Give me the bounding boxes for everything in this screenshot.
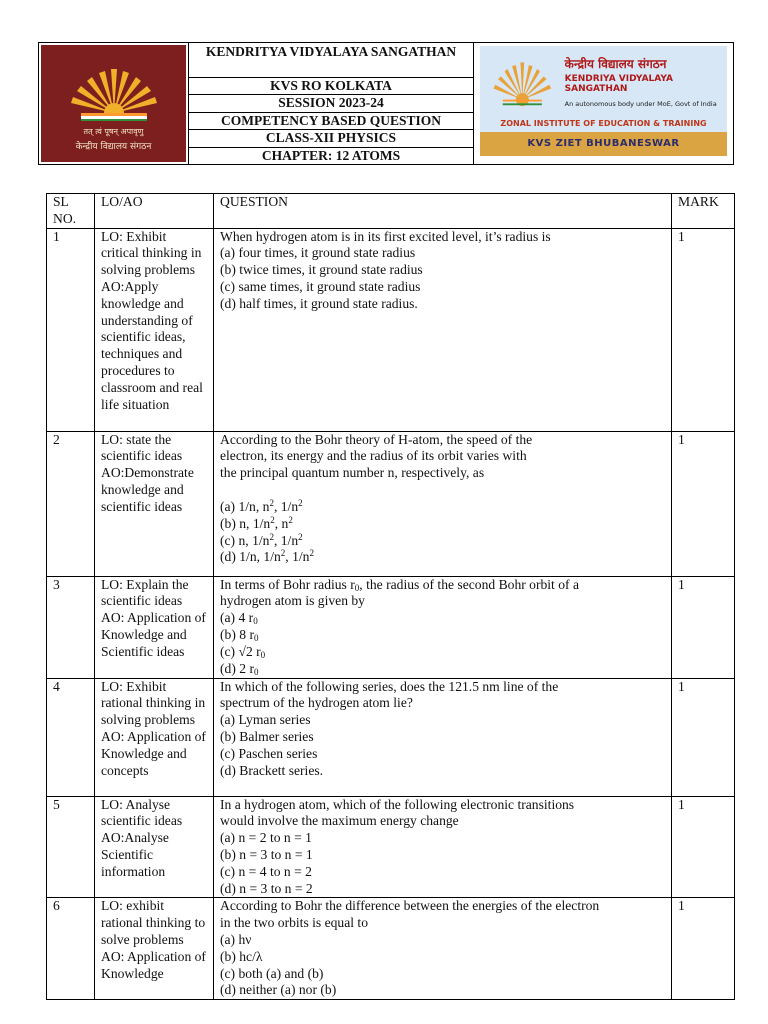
header-title-block bbox=[189, 43, 474, 164]
question-text: electron, its energy and the radius of its orbit varies with bbox=[220, 448, 527, 464]
option-d: (d) 1/n, $1/n^2$, $1/n^2$ bbox=[220, 548, 314, 565]
ziet-hindi-name: केन्द्रीय विद्यालय संगठन bbox=[564, 56, 667, 71]
option-a: (a) hν bbox=[220, 931, 252, 947]
header-line-org: KENDRITYA VIDYALAYA SANGATHAN bbox=[189, 43, 473, 78]
question-text: hydrogen atom is given by bbox=[220, 593, 365, 609]
header-mark: MARK bbox=[672, 194, 735, 229]
header-line-class: CLASS-XII PHYSICS bbox=[189, 130, 473, 148]
option-c: (c) Paschen series bbox=[220, 745, 318, 761]
option-b: (b) n, $1/n^2$, $n^2$ bbox=[220, 514, 293, 531]
cell-question bbox=[214, 431, 672, 576]
cell-lo-ao: LO: Analyse scientific ideas AO:Analyse Scientific information bbox=[95, 796, 214, 898]
ziet-zonal-banner: ZONAL INSTITUTE OF EDUCATION & TRAINING bbox=[480, 116, 727, 132]
cell-lo-ao: LO: Explain the scientific ideas AO: Application of Knowledge and Scientific ideas bbox=[95, 576, 214, 678]
cell-lo-ao: LO: exhibit rational thinking to solve problems AO: Application of Knowledge bbox=[95, 898, 214, 1000]
cell-question bbox=[214, 228, 672, 431]
question-table bbox=[46, 193, 735, 1000]
ziet-logo-right bbox=[474, 43, 733, 164]
option-b: (b) 8 $r_0$ bbox=[220, 626, 259, 643]
option-d: (d) n = 3 to n = 2 bbox=[220, 880, 313, 896]
header-line-session: SESSION 2023-24 bbox=[189, 95, 473, 113]
logo-org-name: केन्द्रीय विद्यालय संगठन bbox=[75, 142, 152, 152]
option-b: (b) n = 3 to n = 1 bbox=[220, 846, 313, 862]
header-sl-no: SL NO. bbox=[47, 194, 95, 229]
question-text: When hydrogen atom is in its first excited level, it’s radius is bbox=[220, 228, 551, 244]
cell-lo-ao: LO: Exhibit critical thinking in solving problems AO:Apply knowledge and understanding of scientific ideas, techniques and procedures to classroom and real life situation bbox=[95, 228, 214, 431]
ziet-subtitle: An autonomous body under MoE, Govt of India bbox=[564, 99, 717, 108]
cell-mark: 1 bbox=[672, 576, 735, 678]
table-row bbox=[47, 431, 735, 576]
logo-motto: तत् त्वं पूषन् अपावृणु bbox=[83, 127, 144, 136]
cell-mark: 1 bbox=[672, 796, 735, 898]
option-d: (d) 2 $r_0$ bbox=[220, 660, 259, 677]
header-line-type: COMPETENCY BASED QUESTION bbox=[189, 113, 473, 131]
table-row bbox=[47, 228, 735, 431]
table-row bbox=[47, 678, 735, 796]
document-header bbox=[38, 42, 734, 165]
sun-emblem-icon bbox=[486, 51, 559, 111]
ziet-name-banner: KVS ZIET BHUBANESWAR bbox=[480, 132, 727, 156]
option-a: (a) n = 2 to n = 1 bbox=[220, 830, 312, 846]
question-text: In a hydrogen atom, which of the following electronic transitions bbox=[220, 796, 575, 812]
table-row bbox=[47, 796, 735, 898]
option-a: (a) 4 $r_0$ bbox=[220, 610, 258, 627]
question-text: would involve the maximum energy change bbox=[220, 813, 459, 829]
header-lo-ao: LO/AO bbox=[95, 194, 214, 229]
sun-emblem-icon bbox=[51, 51, 177, 121]
cell-sl: 6 bbox=[47, 898, 95, 1000]
option-d: (d) Brackett series. bbox=[220, 762, 324, 778]
cell-mark: 1 bbox=[672, 431, 735, 576]
option-c: (c) √2 $r_0$ bbox=[220, 643, 266, 660]
cell-lo-ao: LO: Exhibit rational thinking in solving problems AO: Application of Knowledge and concepts bbox=[95, 678, 214, 796]
option-b: (b) twice times, it ground state radius bbox=[220, 262, 423, 278]
option-a: (a) 1/n, $n^2$, $1/n^2$ bbox=[220, 497, 303, 514]
question-text: According to Bohr the difference between the energies of the electron bbox=[220, 898, 600, 914]
header-question: QUESTION bbox=[214, 194, 672, 229]
cell-question bbox=[214, 898, 672, 1000]
ziet-english-name: KENDRIYA VIDYALAYA SANGATHAN bbox=[564, 73, 674, 94]
option-d: (d) neither (a) nor (b) bbox=[220, 982, 337, 998]
kvs-logo-left bbox=[39, 43, 189, 164]
question-text: In terms of Bohr radius $r_0$, the radius of the second Bohr orbit of a bbox=[220, 576, 579, 593]
option-a: (a) four times, it ground state radius bbox=[220, 245, 416, 261]
question-text: in the two orbits is equal to bbox=[220, 915, 369, 931]
table-row bbox=[47, 898, 735, 1000]
cell-question bbox=[214, 678, 672, 796]
header-line-chapter: CHAPTER: 12 ATOMS bbox=[261, 147, 401, 163]
ziet-logo-top bbox=[480, 46, 727, 116]
cell-question bbox=[214, 796, 672, 898]
cell-mark: 1 bbox=[672, 898, 735, 1000]
cell-sl: 4 bbox=[47, 678, 95, 796]
option-b: (b) hc/λ bbox=[220, 948, 263, 964]
question-text: According to the Bohr theory of H-atom, the speed of the bbox=[220, 431, 533, 447]
option-a: (a) Lyman series bbox=[220, 712, 311, 728]
header-line-region: KVS RO KOLKATA bbox=[189, 78, 473, 96]
cell-sl: 1 bbox=[47, 228, 95, 431]
option-c: (c) both (a) and (b) bbox=[220, 965, 324, 981]
option-b: (b) Balmer series bbox=[220, 728, 314, 744]
option-d: (d) half times, it ground state radius. bbox=[220, 295, 418, 311]
option-c: (c) same times, it ground state radius bbox=[220, 278, 421, 294]
cell-sl: 3 bbox=[47, 576, 95, 678]
kvs-emblem bbox=[41, 45, 186, 162]
option-c: (c) n, $1/n^2$, $1/n^2$ bbox=[220, 531, 303, 548]
cell-question bbox=[214, 576, 672, 678]
cell-mark: 1 bbox=[672, 228, 735, 431]
question-text: spectrum of the hydrogen atom lie? bbox=[220, 695, 413, 711]
table-row bbox=[47, 576, 735, 678]
cell-sl: 5 bbox=[47, 796, 95, 898]
table-header-row bbox=[47, 194, 735, 229]
question-text: In which of the following series, does the 121.5 nm line of the bbox=[220, 678, 559, 694]
cell-lo-ao: LO: state the scientific ideas AO:Demonstrate knowledge and scientific ideas bbox=[95, 431, 214, 576]
cell-mark: 1 bbox=[672, 678, 735, 796]
question-text: the principal quantum number n, respectively, as bbox=[220, 465, 485, 481]
option-c: (c) n = 4 to n = 2 bbox=[220, 863, 312, 879]
cell-sl: 2 bbox=[47, 431, 95, 576]
